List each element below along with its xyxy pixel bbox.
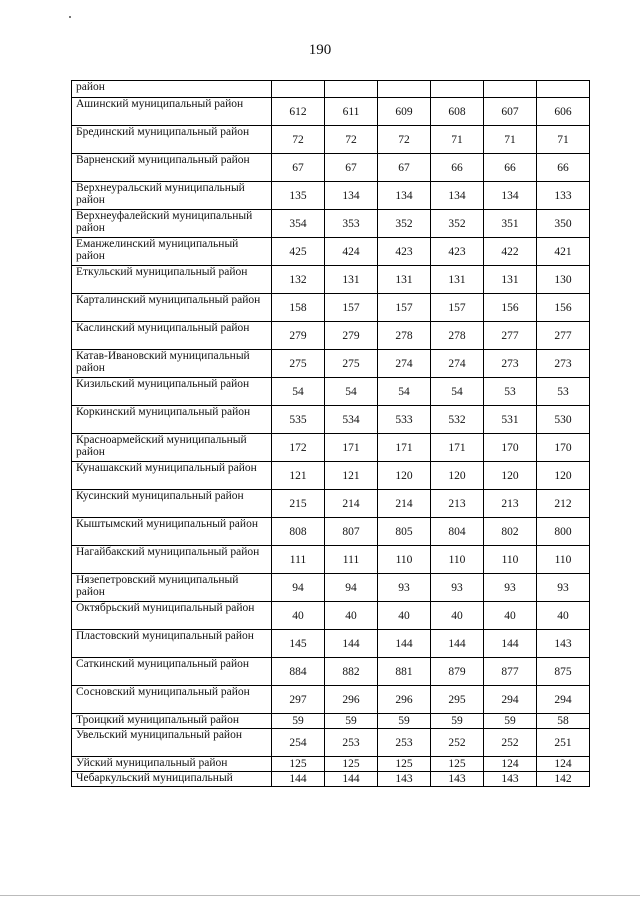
- value-cell: 606: [537, 98, 590, 126]
- value-cell: 40: [484, 602, 537, 630]
- value-cell: 274: [431, 350, 484, 378]
- value-cell: 424: [325, 238, 378, 266]
- value-cell: 53: [484, 378, 537, 406]
- district-name-cell: Октябрьский муниципальный район: [72, 602, 272, 630]
- table-row: [72, 350, 590, 378]
- value-cell: 214: [325, 490, 378, 518]
- value-cell: 875: [537, 658, 590, 686]
- value-cell: 125: [431, 757, 484, 772]
- value-cell: 422: [484, 238, 537, 266]
- value-cell: 171: [325, 434, 378, 462]
- value-cell: 143: [378, 772, 431, 787]
- value-cell: 805: [378, 518, 431, 546]
- value-cell: 71: [484, 126, 537, 154]
- value-cell: 277: [484, 322, 537, 350]
- value-cell: 882: [325, 658, 378, 686]
- value-cell: 133: [537, 182, 590, 210]
- district-name-cell: Саткинский муниципальный район: [72, 658, 272, 686]
- value-cell: 67: [272, 154, 325, 182]
- value-cell: 273: [484, 350, 537, 378]
- table-row: [72, 462, 590, 490]
- table-row: [72, 238, 590, 266]
- value-cell: 54: [378, 378, 431, 406]
- district-name-cell: Катав-Ивановский муниципальный район: [72, 350, 272, 378]
- value-cell: 134: [378, 182, 431, 210]
- value-cell: 121: [272, 462, 325, 490]
- value-cell: [272, 81, 325, 98]
- value-cell: 120: [431, 462, 484, 490]
- value-cell: 111: [325, 546, 378, 574]
- value-cell: 279: [325, 322, 378, 350]
- table-row: [72, 686, 590, 714]
- value-cell: 134: [325, 182, 378, 210]
- value-cell: 58: [537, 714, 590, 729]
- value-cell: 423: [378, 238, 431, 266]
- value-cell: 144: [325, 772, 378, 787]
- value-cell: 350: [537, 210, 590, 238]
- value-cell: 134: [484, 182, 537, 210]
- value-cell: 535: [272, 406, 325, 434]
- value-cell: 295: [431, 686, 484, 714]
- value-cell: 93: [378, 574, 431, 602]
- value-cell: 215: [272, 490, 325, 518]
- value-cell: 72: [378, 126, 431, 154]
- value-cell: 67: [325, 154, 378, 182]
- district-name-cell: Верхнеуфалейский муниципальный район: [72, 210, 272, 238]
- district-name-cell: Брединский муниципальный район: [72, 126, 272, 154]
- value-cell: 294: [484, 686, 537, 714]
- value-cell: 534: [325, 406, 378, 434]
- table-row: [72, 546, 590, 574]
- table-row: [72, 154, 590, 182]
- value-cell: 254: [272, 729, 325, 757]
- value-cell: 67: [378, 154, 431, 182]
- value-cell: 110: [484, 546, 537, 574]
- value-cell: 278: [378, 322, 431, 350]
- district-name-cell: Уйский муниципальный район: [72, 757, 272, 772]
- table-row: [72, 757, 590, 772]
- value-cell: 125: [325, 757, 378, 772]
- table-row: [72, 729, 590, 757]
- value-cell: 274: [378, 350, 431, 378]
- value-cell: 607: [484, 98, 537, 126]
- value-cell: 66: [537, 154, 590, 182]
- value-cell: 110: [378, 546, 431, 574]
- value-cell: 71: [431, 126, 484, 154]
- district-name-cell: Карталинский муниципальный район: [72, 294, 272, 322]
- district-name-cell: Кизильский муниципальный район: [72, 378, 272, 406]
- district-name-cell: Кунашакский муниципальный район: [72, 462, 272, 490]
- value-cell: 296: [325, 686, 378, 714]
- table-row: [72, 182, 590, 210]
- table-row: [72, 574, 590, 602]
- value-cell: 143: [537, 630, 590, 658]
- value-cell: 72: [325, 126, 378, 154]
- value-cell: 213: [484, 490, 537, 518]
- district-name-cell: Троицкий муниципальный район: [72, 714, 272, 729]
- value-cell: 143: [431, 772, 484, 787]
- value-cell: 143: [484, 772, 537, 787]
- value-cell: 110: [431, 546, 484, 574]
- value-cell: 120: [484, 462, 537, 490]
- table-row: [72, 266, 590, 294]
- value-cell: 352: [431, 210, 484, 238]
- value-cell: 171: [431, 434, 484, 462]
- table-row: [72, 126, 590, 154]
- value-cell: 131: [325, 266, 378, 294]
- table-row: [72, 98, 590, 126]
- value-cell: 59: [272, 714, 325, 729]
- table-row: [72, 81, 590, 98]
- table-row: [72, 714, 590, 729]
- value-cell: 130: [537, 266, 590, 294]
- value-cell: 157: [325, 294, 378, 322]
- value-cell: 94: [272, 574, 325, 602]
- value-cell: 54: [272, 378, 325, 406]
- value-cell: 40: [325, 602, 378, 630]
- district-name-cell: Ашинский муниципальный район: [72, 98, 272, 126]
- district-name-cell: Чебаркульский муниципальный: [72, 772, 272, 787]
- value-cell: 354: [272, 210, 325, 238]
- value-cell: 297: [272, 686, 325, 714]
- value-cell: 59: [484, 714, 537, 729]
- district-name-cell: Еманжелинский муниципальный район: [72, 238, 272, 266]
- value-cell: 131: [431, 266, 484, 294]
- value-cell: 251: [537, 729, 590, 757]
- table-row: [72, 406, 590, 434]
- value-cell: 59: [431, 714, 484, 729]
- value-cell: 171: [378, 434, 431, 462]
- value-cell: 142: [537, 772, 590, 787]
- value-cell: 93: [537, 574, 590, 602]
- value-cell: 352: [378, 210, 431, 238]
- district-name-cell: Варненский муниципальный район: [72, 154, 272, 182]
- value-cell: 294: [537, 686, 590, 714]
- value-cell: 144: [272, 772, 325, 787]
- value-cell: 59: [325, 714, 378, 729]
- value-cell: 144: [484, 630, 537, 658]
- district-name-cell: Пластовский муниципальный район: [72, 630, 272, 658]
- value-cell: 59: [378, 714, 431, 729]
- data-table: [71, 80, 590, 787]
- value-cell: 172: [272, 434, 325, 462]
- table-row: [72, 294, 590, 322]
- value-cell: 66: [484, 154, 537, 182]
- value-cell: 425: [272, 238, 325, 266]
- value-cell: [325, 81, 378, 98]
- value-cell: 144: [431, 630, 484, 658]
- district-name-cell: Сосновский муниципальный район: [72, 686, 272, 714]
- district-name-cell: Еткульский муниципальный район: [72, 266, 272, 294]
- value-cell: 134: [431, 182, 484, 210]
- table-row: [72, 210, 590, 238]
- value-cell: 253: [325, 729, 378, 757]
- value-cell: [431, 81, 484, 98]
- table-row: [72, 490, 590, 518]
- value-cell: 530: [537, 406, 590, 434]
- page-bottom-edge: [0, 895, 640, 896]
- district-name-cell: Кыштымский муниципальный район: [72, 518, 272, 546]
- value-cell: 145: [272, 630, 325, 658]
- table-row: [72, 658, 590, 686]
- value-cell: 612: [272, 98, 325, 126]
- value-cell: 351: [484, 210, 537, 238]
- value-cell: [537, 81, 590, 98]
- page-number: 190: [308, 42, 332, 58]
- value-cell: 608: [431, 98, 484, 126]
- value-cell: 213: [431, 490, 484, 518]
- value-cell: 93: [431, 574, 484, 602]
- value-cell: 879: [431, 658, 484, 686]
- value-cell: 278: [431, 322, 484, 350]
- value-cell: 40: [537, 602, 590, 630]
- value-cell: 531: [484, 406, 537, 434]
- value-cell: 111: [272, 546, 325, 574]
- value-cell: 120: [537, 462, 590, 490]
- value-cell: 158: [272, 294, 325, 322]
- value-cell: 120: [378, 462, 431, 490]
- value-cell: 124: [484, 757, 537, 772]
- value-cell: 533: [378, 406, 431, 434]
- district-name-cell: Каслинский муниципальный район: [72, 322, 272, 350]
- value-cell: 277: [537, 322, 590, 350]
- value-cell: 275: [325, 350, 378, 378]
- value-cell: 353: [325, 210, 378, 238]
- table-row: [72, 602, 590, 630]
- value-cell: 121: [325, 462, 378, 490]
- value-cell: 808: [272, 518, 325, 546]
- value-cell: 800: [537, 518, 590, 546]
- value-cell: 611: [325, 98, 378, 126]
- district-name-cell: Увельский муниципальный район: [72, 729, 272, 757]
- value-cell: 144: [378, 630, 431, 658]
- value-cell: 40: [272, 602, 325, 630]
- value-cell: 40: [378, 602, 431, 630]
- value-cell: 881: [378, 658, 431, 686]
- district-name-cell: Кусинский муниципальный район: [72, 490, 272, 518]
- value-cell: 253: [378, 729, 431, 757]
- district-name-cell: Верхнеуральский муниципальный район: [72, 182, 272, 210]
- value-cell: 53: [537, 378, 590, 406]
- value-cell: 135: [272, 182, 325, 210]
- value-cell: 421: [537, 238, 590, 266]
- value-cell: 807: [325, 518, 378, 546]
- table-body: [72, 81, 590, 787]
- value-cell: 125: [272, 757, 325, 772]
- value-cell: 40: [431, 602, 484, 630]
- value-cell: 144: [325, 630, 378, 658]
- value-cell: 54: [325, 378, 378, 406]
- district-name-cell: Красноармейский муниципальный район: [72, 434, 272, 462]
- value-cell: 125: [378, 757, 431, 772]
- table-row: [72, 630, 590, 658]
- district-name-cell: Коркинский муниципальный район: [72, 406, 272, 434]
- value-cell: 877: [484, 658, 537, 686]
- value-cell: 157: [378, 294, 431, 322]
- value-cell: 275: [272, 350, 325, 378]
- value-cell: 170: [484, 434, 537, 462]
- value-cell: 609: [378, 98, 431, 126]
- value-cell: 110: [537, 546, 590, 574]
- value-cell: 802: [484, 518, 537, 546]
- value-cell: 93: [484, 574, 537, 602]
- value-cell: 279: [272, 322, 325, 350]
- value-cell: 131: [484, 266, 537, 294]
- value-cell: [484, 81, 537, 98]
- value-cell: 66: [431, 154, 484, 182]
- table-row: [72, 322, 590, 350]
- value-cell: 296: [378, 686, 431, 714]
- value-cell: 156: [537, 294, 590, 322]
- value-cell: 532: [431, 406, 484, 434]
- value-cell: 71: [537, 126, 590, 154]
- table-row: [72, 378, 590, 406]
- value-cell: 804: [431, 518, 484, 546]
- value-cell: 72: [272, 126, 325, 154]
- district-name-cell: Нагайбакский муниципальный район: [72, 546, 272, 574]
- value-cell: 170: [537, 434, 590, 462]
- value-cell: 94: [325, 574, 378, 602]
- value-cell: 252: [484, 729, 537, 757]
- value-cell: 212: [537, 490, 590, 518]
- table-row: [72, 772, 590, 787]
- scan-speck: [69, 16, 71, 18]
- table-row: [72, 518, 590, 546]
- district-name-cell: Нязепетровский муниципальный район: [72, 574, 272, 602]
- table-row: [72, 434, 590, 462]
- value-cell: 157: [431, 294, 484, 322]
- value-cell: 124: [537, 757, 590, 772]
- value-cell: 252: [431, 729, 484, 757]
- value-cell: 273: [537, 350, 590, 378]
- value-cell: 131: [378, 266, 431, 294]
- value-cell: 156: [484, 294, 537, 322]
- value-cell: [378, 81, 431, 98]
- value-cell: 132: [272, 266, 325, 294]
- district-name-cell: район: [72, 81, 272, 98]
- value-cell: 54: [431, 378, 484, 406]
- value-cell: 884: [272, 658, 325, 686]
- value-cell: 423: [431, 238, 484, 266]
- value-cell: 214: [378, 490, 431, 518]
